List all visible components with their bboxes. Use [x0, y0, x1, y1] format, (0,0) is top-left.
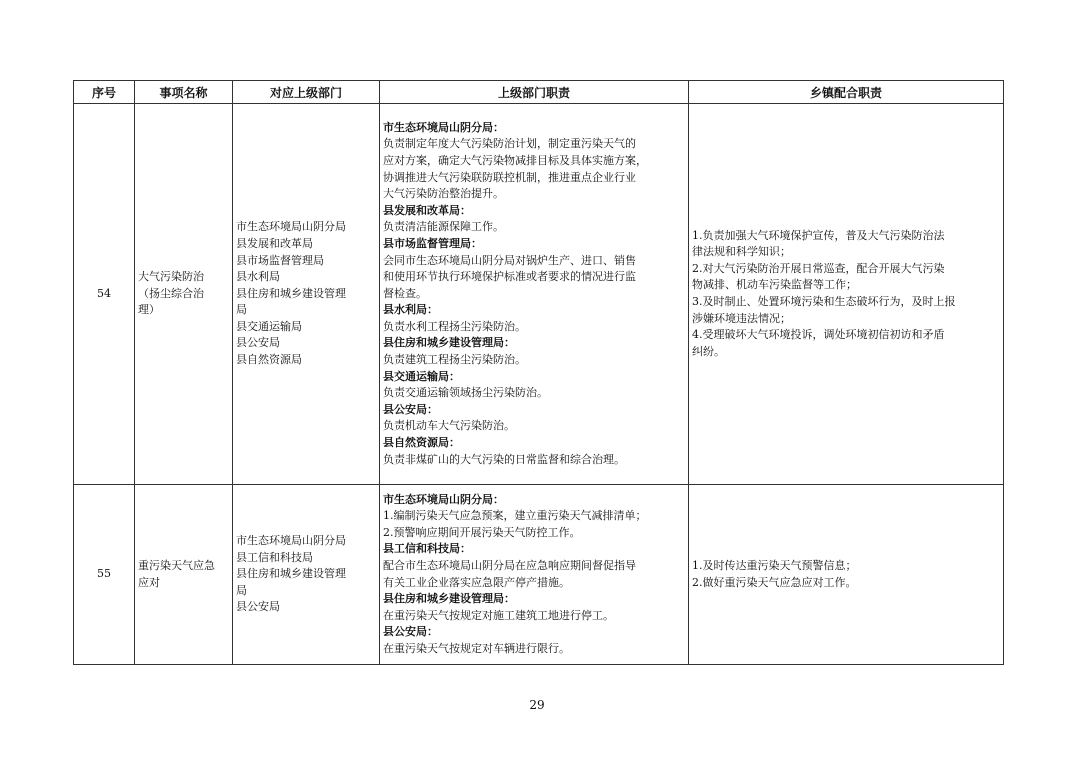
header-seq: 序号: [74, 81, 135, 104]
duty-line: 应对方案，确定大气污染物减排目标及具体实施方案，: [383, 153, 647, 167]
duty-line: 会同市生态环境局山阴分局对锅炉生产、进口、销售: [383, 253, 636, 267]
duty-dept-heading: 市生态环境局山阴分局：: [383, 120, 504, 134]
duty-line: 大气污染防治整治提升。: [383, 187, 504, 201]
row-depts: [233, 485, 380, 665]
item-line: 大气污染防治: [138, 270, 204, 284]
duty-dept-heading: 市生态环境局山阴分局：: [383, 492, 504, 506]
row-seq: 55: [74, 485, 135, 665]
town-duty-line: 纠纷。: [692, 344, 725, 358]
town-duty-line: 律法规和科学知识；: [692, 245, 791, 259]
duty-dept-heading: 县自然资源局：: [383, 436, 460, 450]
dept-line: 县住房和城乡建设管理: [236, 567, 346, 581]
item-line: 理）: [138, 303, 160, 317]
row-duties: [380, 485, 689, 665]
row-town-duties: [689, 104, 1004, 485]
duty-line: 有关工业企业落实应急限产停产措施。: [383, 575, 570, 589]
table-row: [74, 485, 1004, 665]
row-duties: [380, 104, 689, 485]
dept-line: 县发展和改革局: [236, 236, 313, 250]
duty-dept-heading: 县市场监督管理局：: [383, 236, 482, 250]
duty-dept-heading: 县住房和城乡建设管理局：: [383, 592, 515, 606]
page-number: 29: [529, 698, 545, 712]
duty-line: 督检查。: [383, 286, 427, 300]
town-duty-line: 4.受理破坏大气环境投诉，调处环境初信初访和矛盾: [692, 328, 945, 342]
dept-line: 局: [236, 583, 247, 597]
duty-line: 负责非煤矿山的大气污染的日常监督和综合治理。: [383, 452, 625, 466]
duty-line: 和使用环节执行环境保护标准或者要求的情况进行监: [383, 270, 636, 284]
duty-line: 1.编制污染天气应急预案，建立重污染天气减排清单；: [383, 509, 647, 523]
town-duty-line: 2.对大气污染防治开展日常巡查，配合开展大气污染: [692, 261, 945, 275]
duty-dept-heading: 县公安局：: [383, 625, 438, 639]
header-duty: 上级部门职责: [380, 81, 689, 104]
town-duty-line: 3.及时制止、处置环境污染和生态破坏行为，及时上报: [692, 295, 956, 308]
duty-dept-heading: 县公安局：: [383, 402, 438, 416]
duty-line: 负责机动车大气污染防治。: [383, 419, 515, 433]
duty-line: 负责建筑工程扬尘污染防治。: [383, 353, 526, 367]
item-line: 重污染天气应急: [138, 558, 215, 572]
duty-line: 在重污染天气按规定对施工建筑工地进行停工。: [383, 608, 614, 622]
item-line: （扬尘综合治: [138, 286, 204, 300]
dept-line: 市生态环境局山阴分局: [236, 534, 346, 548]
duty-dept-heading: 县交通运输局：: [383, 369, 460, 383]
header-town: 乡镇配合职责: [689, 81, 1004, 104]
duty-dept-heading: 县住房和城乡建设管理局：: [383, 336, 515, 350]
dept-line: 县自然资源局: [236, 353, 302, 367]
dept-line: 县水利局: [236, 270, 280, 284]
duty-dept-heading: 县工信和科技局：: [383, 542, 471, 556]
duty-line: 在重污染天气按规定对车辆进行限行。: [383, 641, 570, 655]
town-duty-line: 涉嫌环境违法情况；: [692, 311, 791, 325]
duty-line: 配合市生态环境局山阴分局在应急响应期间督促指导: [383, 558, 636, 572]
duty-line: 2.预警响应期间开展污染天气防控工作。: [383, 525, 581, 539]
dept-line: 县交通运输局: [236, 319, 302, 333]
duty-line: 协调推进大气污染联防联控机制，推进重点企业行业: [383, 170, 636, 184]
dept-line: 市生态环境局山阴分局: [236, 220, 346, 234]
town-duty-line: 物减排、机动车污染监督等工作；: [692, 278, 857, 292]
duty-dept-heading: 县发展和改革局：: [383, 203, 471, 217]
town-duty-line: 1.及时传达重污染天气预警信息；: [692, 558, 857, 572]
row-item-name: [135, 104, 233, 485]
table-header-row: [74, 81, 1004, 104]
row-town-duties: [689, 485, 1004, 665]
duty-line: 负责清洁能源保障工作。: [383, 220, 504, 234]
table-row: [74, 104, 1004, 485]
dept-line: 县工信和科技局: [236, 550, 313, 564]
row-item-name: [135, 485, 233, 665]
row-depts: [233, 104, 380, 485]
header-item: 事项名称: [135, 81, 233, 104]
item-line: 应对: [138, 575, 160, 589]
town-duty-line: 2.做好重污染天气应急应对工作。: [692, 575, 857, 589]
dept-line: 县公安局: [236, 336, 280, 350]
dept-line: 县公安局: [236, 600, 280, 614]
dept-line: 县住房和城乡建设管理: [236, 286, 346, 300]
row-seq: 54: [74, 104, 135, 485]
dept-line: 县市场监督管理局: [236, 253, 324, 267]
dept-line: 局: [236, 303, 247, 317]
duty-line: 负责水利工程扬尘污染防治。: [383, 319, 526, 333]
duty-line: 负责交通运输领域扬尘污染防治。: [383, 386, 548, 400]
duty-line: 负责制定年度大气污染防治计划，制定重污染天气的: [383, 137, 636, 151]
responsibility-table: [73, 80, 1004, 665]
town-duty-line: 1.负责加强大气环境保护宣传，普及大气污染防治法: [692, 228, 945, 242]
header-dept: 对应上级部门: [233, 81, 380, 104]
duty-dept-heading: 县水利局：: [383, 303, 438, 317]
